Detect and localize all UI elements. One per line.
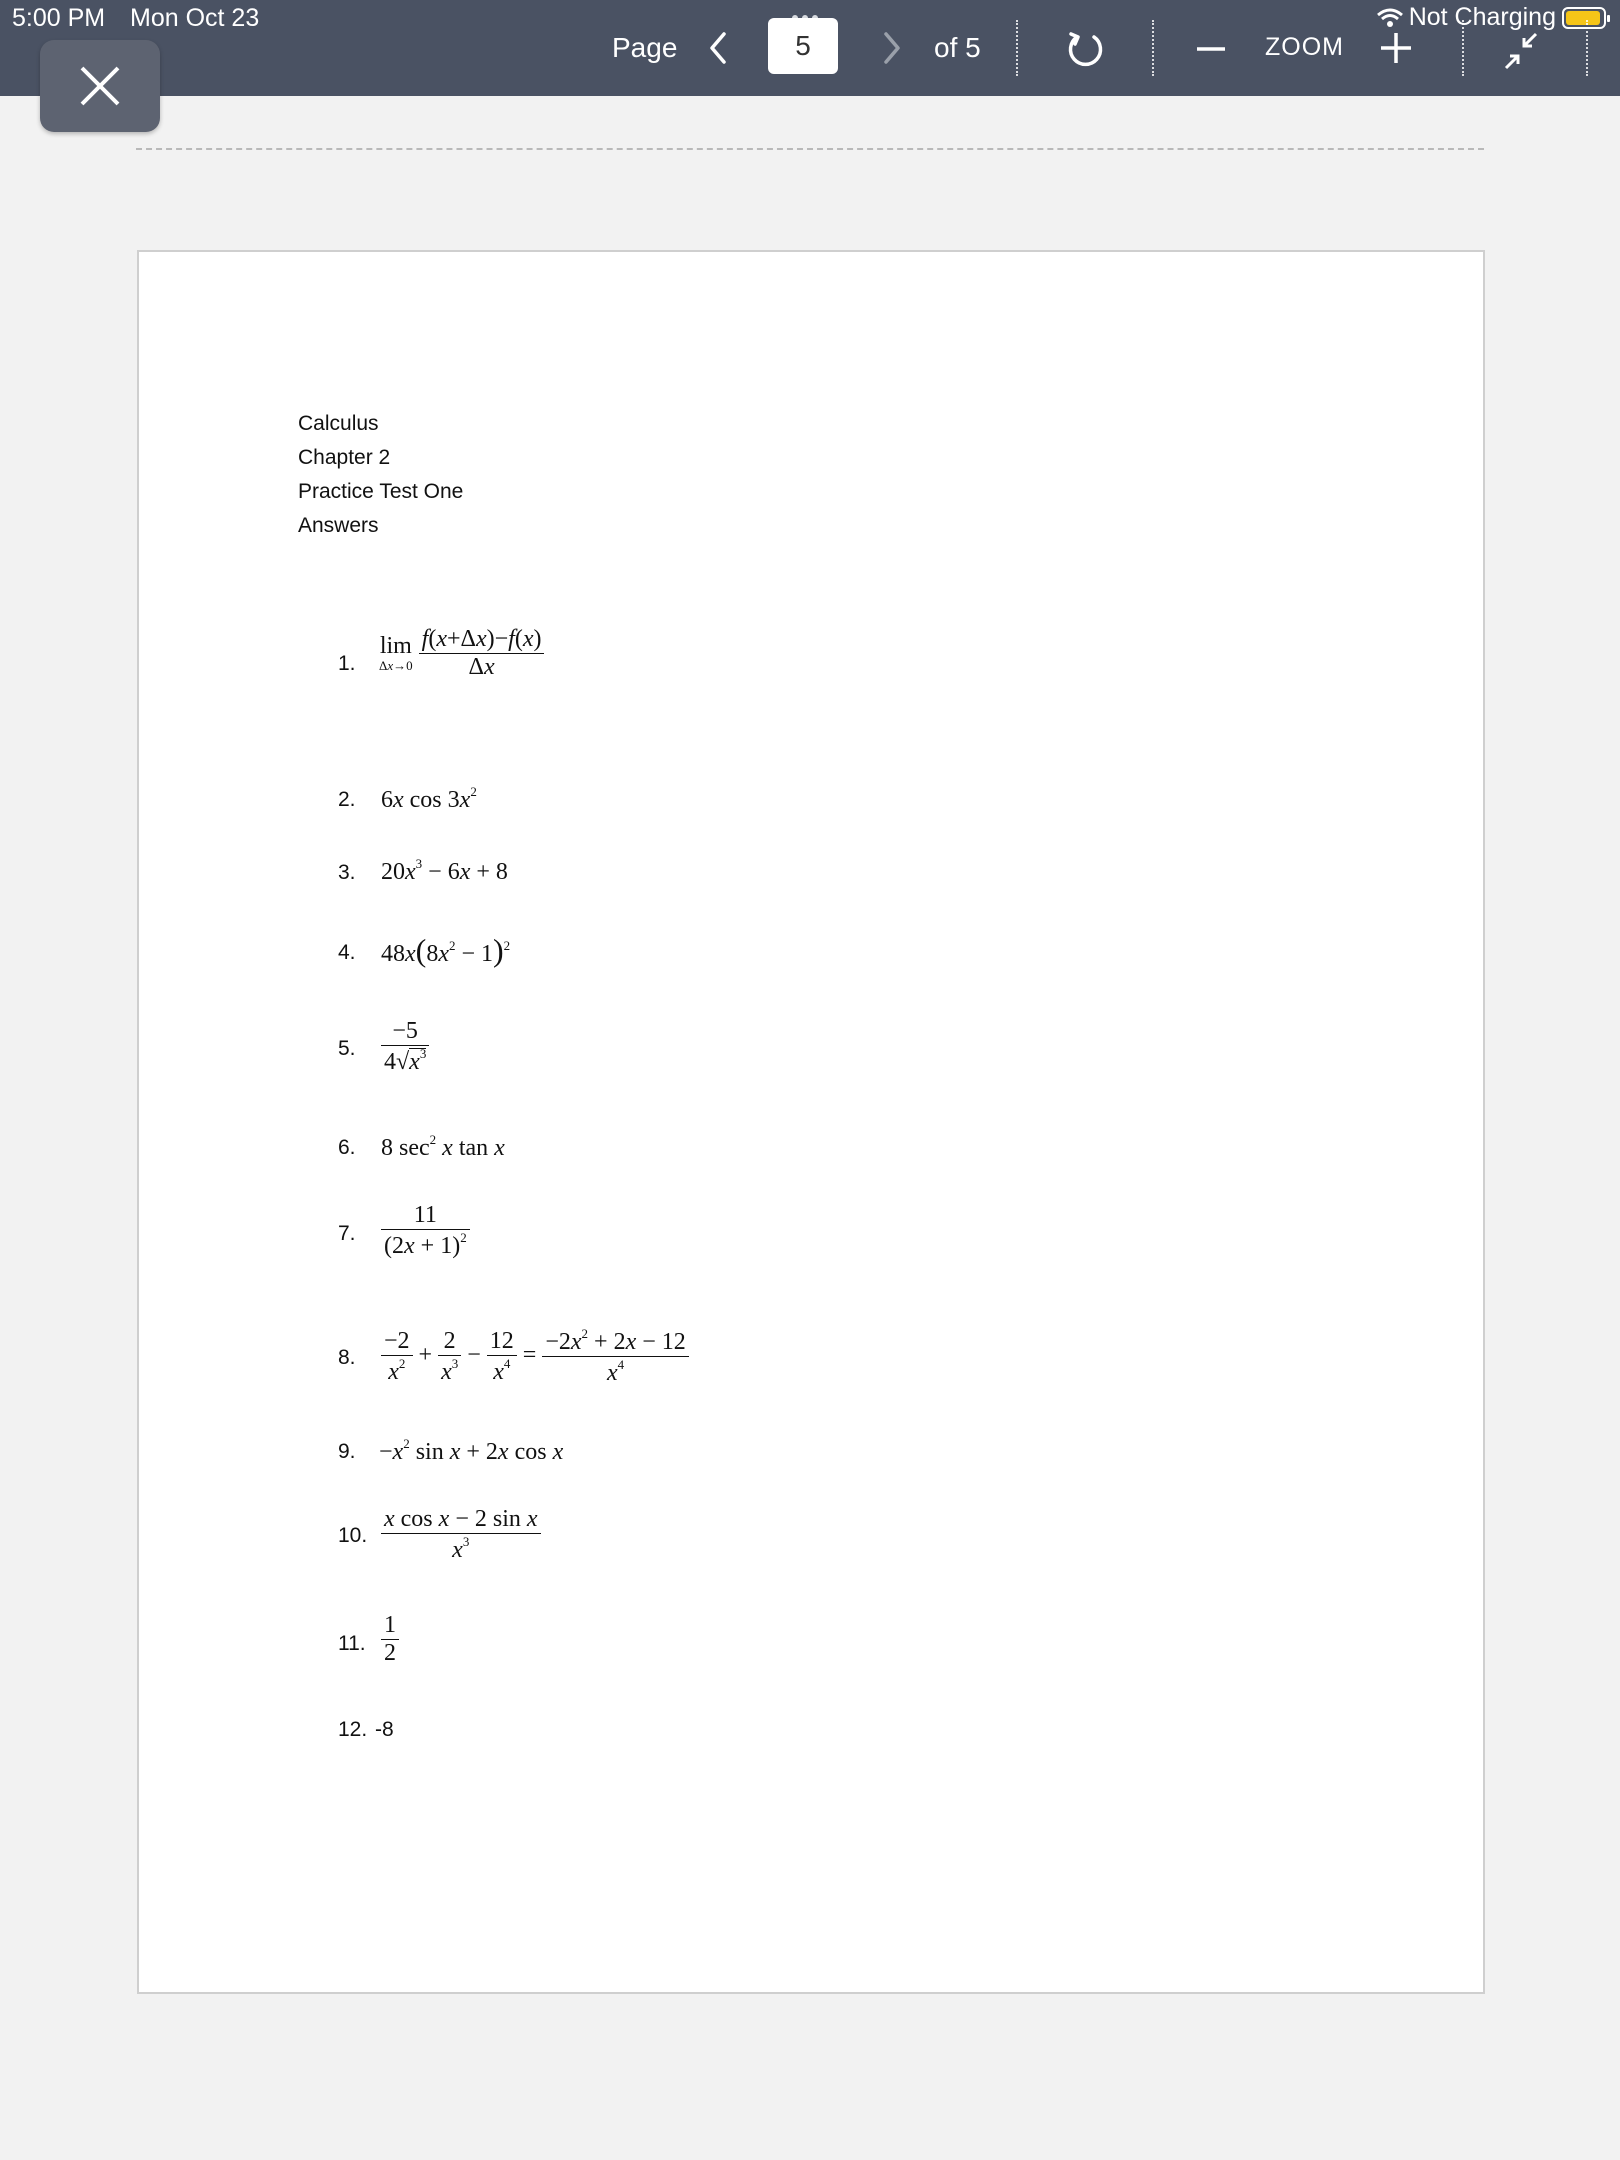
- status-date: Mon Oct 23: [130, 4, 260, 32]
- toolbar-divider: [1462, 20, 1464, 76]
- answer-6-expression: 8 $\sec^2 x$ tan x: [381, 1132, 505, 1161]
- answer-4-expression: $48x(8x^2 - 1)^2$: [381, 932, 511, 968]
- close-button[interactable]: [40, 40, 160, 132]
- zoom-out-button[interactable]: [1194, 32, 1228, 66]
- status-time: 5:00 PM: [12, 4, 106, 32]
- battery-status-text: Not Charging: [1408, 3, 1556, 31]
- toolbar-divider: [1152, 20, 1154, 76]
- answer-number: 7.: [338, 1222, 356, 1245]
- course-title: Calculus: [298, 412, 379, 435]
- answer-number: 9.: [338, 1440, 356, 1463]
- answer-10-expression: $\frac{\text{x cos x − 2 sin x}}{x^3}$: [381, 1506, 541, 1564]
- answer-number: 1.: [338, 652, 356, 675]
- toolbar-divider: [1586, 20, 1588, 76]
- page-separator: [136, 148, 1484, 150]
- answer-12-value: -8: [375, 1718, 394, 1741]
- wifi-icon: [1377, 8, 1403, 28]
- answer-1-expression: lim Δx→0 $\frac{f(x+\Delta x)-f(x)}{\Delta x}$: [379, 626, 544, 681]
- chapter-title: Chapter 2: [298, 446, 391, 469]
- answer-7-expression: $\frac{11}{(2x + 1)^2}$: [381, 1202, 470, 1260]
- chevron-left-icon: [700, 28, 740, 68]
- answer-number: 6.: [338, 1136, 356, 1159]
- answer-number: 2.: [338, 788, 356, 811]
- answer-number: 11.: [338, 1632, 366, 1655]
- answer-number: 3.: [338, 861, 356, 884]
- page-label: Page: [612, 32, 678, 63]
- zoom-label: ZOOM: [1265, 33, 1344, 61]
- close-icon: [78, 64, 122, 108]
- answer-11-expression: $\frac{1}{2}$: [381, 1612, 399, 1667]
- next-page-button[interactable]: [870, 28, 910, 68]
- battery-icon: [1562, 7, 1606, 29]
- answer-3-expression: $20x^3 - 6x + 8$: [381, 856, 508, 885]
- answer-number: 4.: [338, 941, 356, 964]
- minus-icon: [1194, 32, 1228, 66]
- rotate-button[interactable]: [1064, 28, 1106, 70]
- previous-page-button[interactable]: [700, 28, 740, 68]
- plus-icon: [1378, 30, 1414, 66]
- collapse-icon: [1500, 30, 1542, 72]
- answer-9-expression: $-x^2$ sin x + 2x cos x: [379, 1436, 564, 1465]
- answer-number: 10.: [338, 1524, 368, 1547]
- answer-number: 5.: [338, 1037, 356, 1060]
- document-page: [137, 250, 1485, 1994]
- page-count-label: of 5: [934, 32, 981, 63]
- zoom-in-button[interactable]: [1378, 30, 1414, 66]
- page-number-input[interactable]: [768, 18, 838, 74]
- rotate-icon: [1064, 28, 1106, 70]
- status-right: [1377, 3, 1606, 32]
- answer-number: 8.: [338, 1346, 356, 1369]
- test-title: Practice Test One: [298, 480, 464, 503]
- answer-5-expression: $\frac{-5}{4√x^3}$: [381, 1018, 429, 1076]
- chevron-right-icon: [870, 28, 910, 68]
- answers-title: Answers: [298, 514, 379, 537]
- answer-number: 12.: [338, 1718, 368, 1741]
- toolbar-divider: [1016, 20, 1018, 76]
- answer-8-expression: $\frac{-2}{x^2}$ + $\frac{2}{x^3}$ − $\frac{12}{x^4}$ = $\frac{-2x^2 + 2x - 12}{x^4}$: [381, 1326, 689, 1387]
- viewer-toolbar: [0, 0, 1620, 96]
- answer-2-expression: 6x $\cos 3x^2$: [381, 784, 477, 813]
- collapse-button[interactable]: [1500, 30, 1542, 72]
